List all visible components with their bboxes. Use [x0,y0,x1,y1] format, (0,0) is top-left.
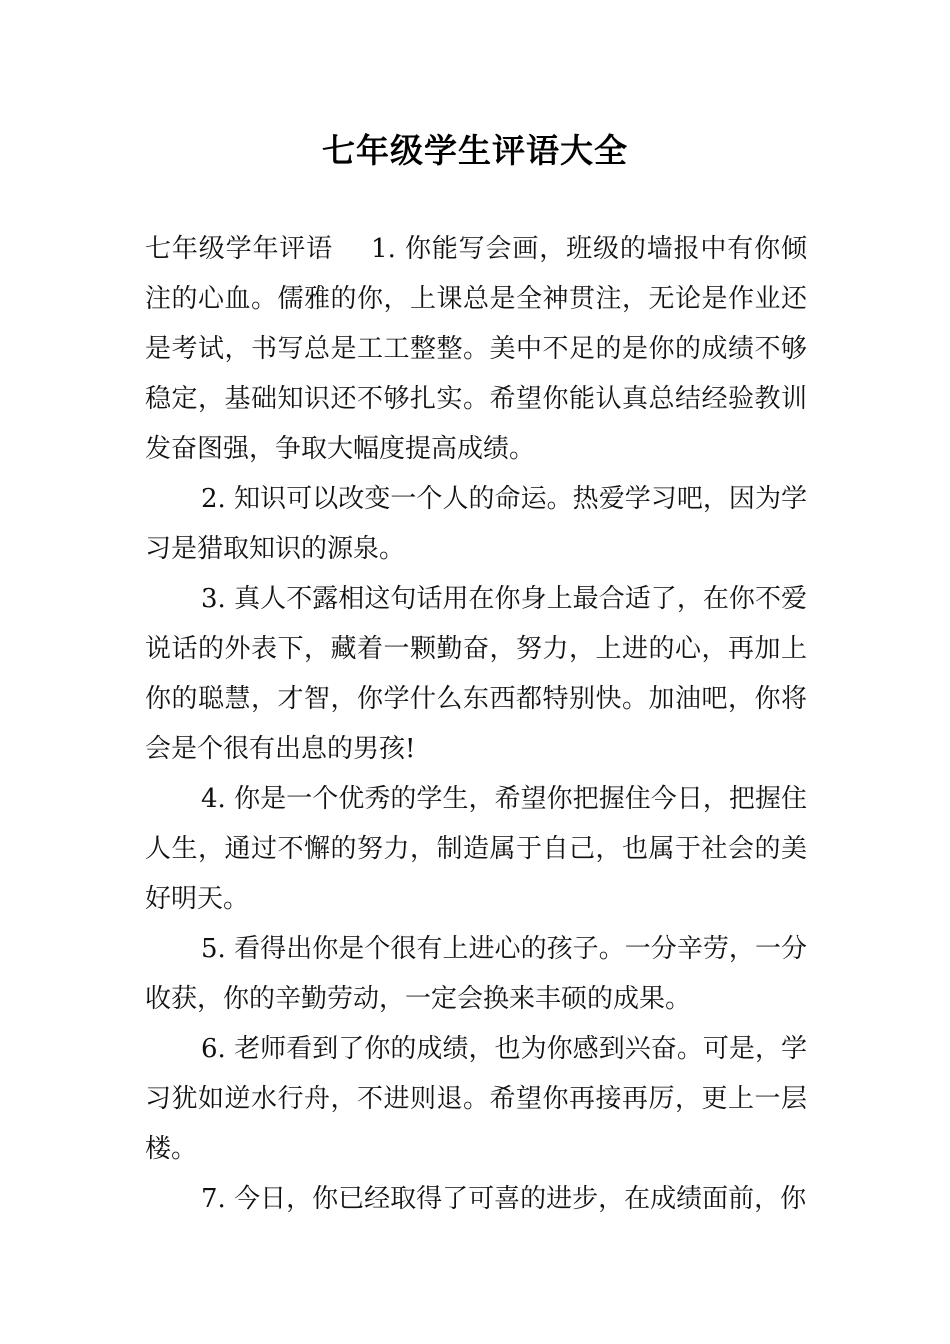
paragraph-1: 1. 你能写会画，班级的墙报中有你倾注的心血。儒雅的你，上课总是全神贯注，无论是作业还是考试，书写总是工工整整。美中不足的是你的成绩不够稳定，基础知识还不够扎实。希望你能认真总结经验教训发奋图强，争取大幅度提高成绩。 [145,234,807,464]
intro-paragraph [145,224,807,474]
paragraph-7: 7. 今日，你已经取得了可喜的进步，在成绩面前，你 [201,1184,807,1214]
page-title: 七年级学生评语大全 [322,131,628,170]
paragraph-6: 6. 老师看到了你的成绩，也为你感到兴奋。可是，学习犹如逆水行舟，不进则退。希望你再接再厉，更上一层楼。 [145,1034,807,1164]
document-body [145,224,807,1224]
paragraph-2: 2. 知识可以改变一个人的命运。热爱学习吧，因为学习是猎取知识的源泉。 [145,484,807,564]
intro-label: 七年级学年评语 [145,234,334,264]
paragraph-3: 3. 真人不露相这句话用在你身上最合适了，在你不爱说话的外表下，藏着一颗勤奋，努力，上进的心，再加上你的聪慧，才智，你学什么东西都特别快。加油吧，你将会是个很有出息的男孩! [145,584,807,764]
paragraph-4: 4. 你是一个优秀的学生，希望你把握住今日，把握住人生，通过不懈的努力，制造属于自己，也属于社会的美好明天。 [145,784,807,914]
paragraph-5: 5. 看得出你是个很有上进心的孩子。一分辛劳，一分收获，你的辛勤劳动，一定会换来丰硕的成果。 [145,934,807,1014]
